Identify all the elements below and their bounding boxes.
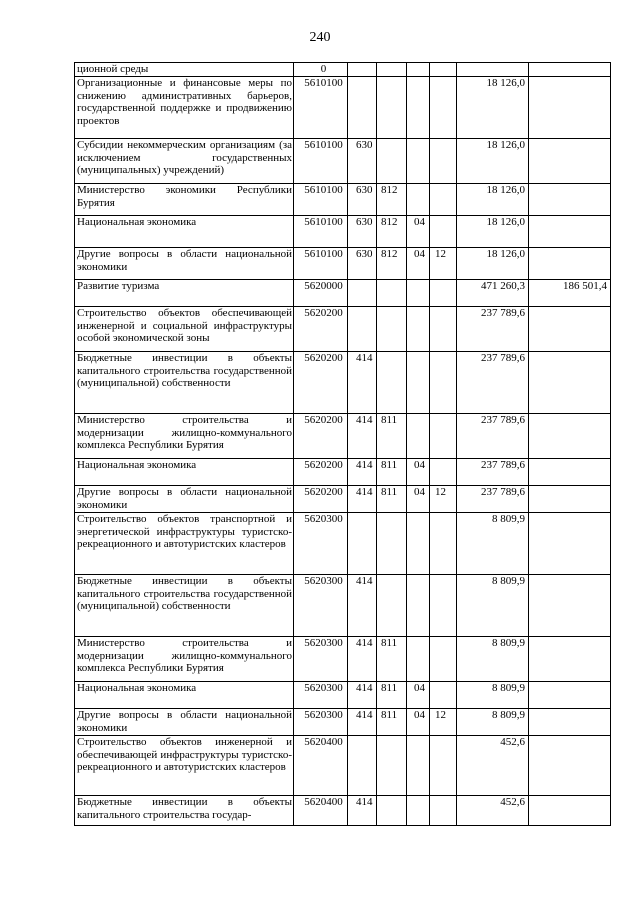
row-section	[407, 63, 430, 77]
row-ministry-code	[377, 574, 407, 636]
table-row	[75, 708, 611, 735]
row-name: Министерство строительства и модернизации жилищно-коммунального комплекса Республики Бурятия	[75, 636, 294, 681]
row-name: Другие вопросы в области национальной экономики	[75, 247, 294, 279]
row-target-article: 0	[294, 63, 348, 77]
row-name: Строительство объектов обеспечивающей инженерной и социальной инфраструктуры особой экономической зоны	[75, 306, 294, 351]
row-ministry-code	[377, 76, 407, 138]
row-expense-type: 414	[348, 636, 377, 681]
row-amount-1: 18 126,0	[457, 247, 529, 279]
row-amount-2	[529, 306, 611, 351]
row-subsection	[430, 215, 457, 247]
row-ministry-code	[377, 306, 407, 351]
row-expense-type: 414	[348, 351, 377, 413]
row-subsection	[430, 138, 457, 183]
row-ministry-code: 811	[377, 458, 407, 485]
row-name: Другие вопросы в области национальной экономики	[75, 485, 294, 512]
row-target-article: 5610100	[294, 138, 348, 183]
row-amount-1: 8 809,9	[457, 708, 529, 735]
table-row	[75, 183, 611, 215]
row-expense-type: 414	[348, 681, 377, 708]
row-amount-2	[529, 351, 611, 413]
row-name: Бюджетные инвестиции в объекты капитального строительства государ-	[75, 795, 294, 825]
row-subsection	[430, 458, 457, 485]
table-row	[75, 247, 611, 279]
row-section: 04	[407, 458, 430, 485]
row-expense-type	[348, 306, 377, 351]
row-name: Строительство объектов транспортной и энергетической инфраструктуры туристско-рекреационного и автотуристских кластеров	[75, 512, 294, 574]
row-subsection	[430, 306, 457, 351]
row-section	[407, 138, 430, 183]
row-subsection	[430, 735, 457, 795]
row-section	[407, 636, 430, 681]
row-expense-type: 630	[348, 215, 377, 247]
row-target-article: 5620300	[294, 681, 348, 708]
row-ministry-code: 811	[377, 636, 407, 681]
table-row	[75, 63, 611, 77]
row-ministry-code	[377, 512, 407, 574]
row-name: Министерство строительства и модернизации жилищно-коммунального комплекса Республики Бурятия	[75, 413, 294, 458]
row-amount-2	[529, 574, 611, 636]
row-amount-2	[529, 636, 611, 681]
row-amount-1	[457, 63, 529, 77]
row-ministry-code: 812	[377, 183, 407, 215]
row-target-article: 5620200	[294, 458, 348, 485]
row-section	[407, 306, 430, 351]
row-amount-2	[529, 215, 611, 247]
table-row	[75, 636, 611, 681]
row-subsection	[430, 279, 457, 306]
row-ministry-code	[377, 735, 407, 795]
row-expense-type: 414	[348, 458, 377, 485]
row-target-article: 5620300	[294, 574, 348, 636]
row-amount-1: 18 126,0	[457, 183, 529, 215]
row-subsection	[430, 63, 457, 77]
row-expense-type	[348, 512, 377, 574]
row-amount-2	[529, 735, 611, 795]
table-row	[75, 795, 611, 825]
table-row	[75, 512, 611, 574]
row-target-article: 5610100	[294, 247, 348, 279]
row-subsection	[430, 681, 457, 708]
row-subsection	[430, 76, 457, 138]
table-row	[75, 458, 611, 485]
row-amount-2	[529, 458, 611, 485]
row-ministry-code	[377, 279, 407, 306]
row-ministry-code	[377, 795, 407, 825]
row-amount-1: 237 789,6	[457, 413, 529, 458]
row-amount-1: 8 809,9	[457, 574, 529, 636]
table-row	[75, 351, 611, 413]
row-subsection	[430, 183, 457, 215]
row-expense-type	[348, 735, 377, 795]
table-row	[75, 681, 611, 708]
row-section: 04	[407, 485, 430, 512]
table-row	[75, 306, 611, 351]
row-expense-type	[348, 63, 377, 77]
row-section	[407, 795, 430, 825]
row-name: Министерство экономики Республики Бурятия	[75, 183, 294, 215]
row-name: Субсидии некоммерческим организациям (за исключением государственных (муниципальных) учреждений)	[75, 138, 294, 183]
row-ministry-code: 811	[377, 485, 407, 512]
row-ministry-code: 812	[377, 215, 407, 247]
row-amount-2	[529, 795, 611, 825]
row-section	[407, 735, 430, 795]
row-amount-2	[529, 76, 611, 138]
row-name: Другие вопросы в области национальной экономики	[75, 708, 294, 735]
row-amount-2	[529, 247, 611, 279]
row-expense-type: 630	[348, 138, 377, 183]
row-ministry-code	[377, 63, 407, 77]
row-amount-1: 237 789,6	[457, 458, 529, 485]
row-amount-2	[529, 681, 611, 708]
row-amount-1: 237 789,6	[457, 306, 529, 351]
page-number: 240	[309, 30, 331, 45]
row-name: ционной среды	[75, 63, 294, 77]
row-section: 04	[407, 247, 430, 279]
row-target-article: 5620400	[294, 795, 348, 825]
row-section	[407, 512, 430, 574]
row-target-article: 5610100	[294, 183, 348, 215]
row-target-article: 5620400	[294, 735, 348, 795]
row-section	[407, 413, 430, 458]
row-amount-1: 8 809,9	[457, 681, 529, 708]
row-ministry-code: 812	[377, 247, 407, 279]
row-amount-2	[529, 708, 611, 735]
row-section	[407, 76, 430, 138]
row-amount-1: 8 809,9	[457, 636, 529, 681]
row-section	[407, 351, 430, 413]
row-name: Национальная экономика	[75, 458, 294, 485]
row-ministry-code: 811	[377, 708, 407, 735]
row-amount-2	[529, 183, 611, 215]
table-row	[75, 76, 611, 138]
row-amount-2	[529, 138, 611, 183]
row-amount-1: 237 789,6	[457, 485, 529, 512]
row-amount-2: 186 501,4	[529, 279, 611, 306]
row-amount-1: 452,6	[457, 795, 529, 825]
row-amount-2	[529, 413, 611, 458]
row-ministry-code: 811	[377, 413, 407, 458]
row-target-article: 5620300	[294, 636, 348, 681]
row-target-article: 5610100	[294, 215, 348, 247]
row-expense-type	[348, 279, 377, 306]
row-subsection	[430, 636, 457, 681]
row-section	[407, 574, 430, 636]
row-subsection	[430, 795, 457, 825]
table-row	[75, 574, 611, 636]
row-ministry-code	[377, 138, 407, 183]
row-ministry-code: 811	[377, 681, 407, 708]
row-amount-1: 471 260,3	[457, 279, 529, 306]
row-name: Строительство объектов инженерной и обеспечивающей инфраструктуры туристско-рекреационного и автотуристских кластеров	[75, 735, 294, 795]
row-target-article: 5610100	[294, 76, 348, 138]
row-expense-type: 630	[348, 247, 377, 279]
row-section	[407, 279, 430, 306]
row-expense-type: 414	[348, 795, 377, 825]
table-row	[75, 138, 611, 183]
row-section: 04	[407, 215, 430, 247]
row-amount-1: 452,6	[457, 735, 529, 795]
row-target-article: 5620300	[294, 512, 348, 574]
row-subsection: 12	[430, 485, 457, 512]
row-amount-2	[529, 485, 611, 512]
table-row	[75, 485, 611, 512]
table-row	[75, 279, 611, 306]
row-expense-type	[348, 76, 377, 138]
row-target-article: 5620200	[294, 351, 348, 413]
row-amount-1: 237 789,6	[457, 351, 529, 413]
row-subsection: 12	[430, 708, 457, 735]
row-target-article: 5620200	[294, 413, 348, 458]
row-name: Бюджетные инвестиции в объекты капитального строительства государственной (муниципальной) собственности	[75, 574, 294, 636]
row-section: 04	[407, 681, 430, 708]
row-target-article: 5620300	[294, 708, 348, 735]
table-row	[75, 735, 611, 795]
row-section	[407, 183, 430, 215]
row-target-article: 5620200	[294, 306, 348, 351]
table-row	[75, 215, 611, 247]
row-amount-1: 18 126,0	[457, 215, 529, 247]
row-name: Национальная экономика	[75, 215, 294, 247]
table-row	[75, 413, 611, 458]
row-amount-2	[529, 512, 611, 574]
row-subsection	[430, 413, 457, 458]
row-expense-type: 414	[348, 485, 377, 512]
table-body	[75, 63, 611, 826]
row-section: 04	[407, 708, 430, 735]
row-name: Организационные и финансовые меры по снижению административных барьеров, государственной поддержке и продвижению проектов	[75, 76, 294, 138]
row-amount-1: 18 126,0	[457, 76, 529, 138]
row-expense-type: 414	[348, 708, 377, 735]
row-subsection	[430, 574, 457, 636]
row-name: Развитие туризма	[75, 279, 294, 306]
row-amount-2	[529, 63, 611, 77]
row-expense-type: 630	[348, 183, 377, 215]
row-subsection	[430, 351, 457, 413]
row-name: Национальная экономика	[75, 681, 294, 708]
row-expense-type: 414	[348, 574, 377, 636]
row-subsection	[430, 512, 457, 574]
budget-table	[74, 62, 611, 826]
row-target-article: 5620000	[294, 279, 348, 306]
row-subsection: 12	[430, 247, 457, 279]
row-name: Бюджетные инвестиции в объекты капитального строительства государственной (муниципальной) собственности	[75, 351, 294, 413]
row-target-article: 5620200	[294, 485, 348, 512]
row-amount-1: 18 126,0	[457, 138, 529, 183]
row-amount-1: 8 809,9	[457, 512, 529, 574]
row-expense-type: 414	[348, 413, 377, 458]
row-ministry-code	[377, 351, 407, 413]
